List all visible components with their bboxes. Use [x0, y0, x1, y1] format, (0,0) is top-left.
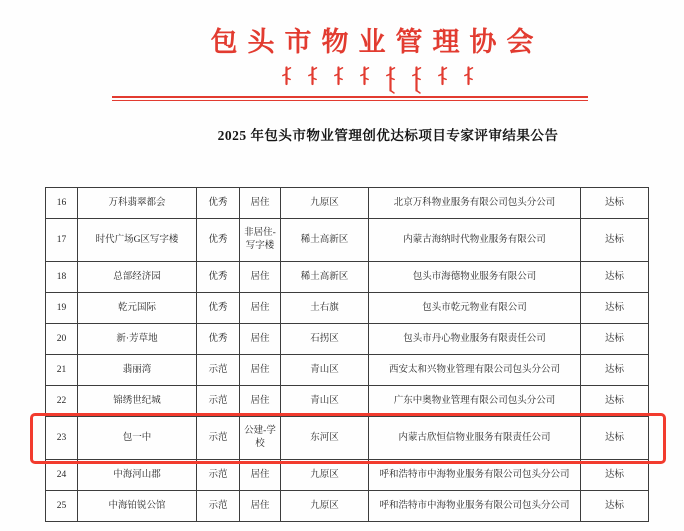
mongolian-script-glyph-icon [359, 66, 370, 86]
table-row [46, 491, 649, 522]
cell-project-type: 公建-学校 [240, 417, 281, 460]
cell-grade: 示范 [197, 460, 240, 491]
cell-company: 包头市乾元物业有限公司 [369, 293, 581, 324]
table-row [46, 460, 649, 491]
cell-project-name: 总部经济园 [78, 262, 197, 293]
cell-row-number: 23 [46, 417, 78, 460]
cell-company: 内蒙古海纳时代物业服务有限公司 [369, 219, 581, 262]
cell-result: 达标 [581, 293, 649, 324]
cell-project-name: 锦绣世纪城 [78, 386, 197, 417]
table-row [46, 219, 649, 262]
cell-grade: 示范 [197, 417, 240, 460]
results-table-body [46, 188, 649, 522]
cell-project-name: 时代广场G区写字楼 [78, 219, 197, 262]
cell-row-number: 25 [46, 491, 78, 522]
cell-company: 呼和浩特市中海物业服务有限公司包头分公司 [369, 491, 581, 522]
cell-result: 达标 [581, 386, 649, 417]
cell-project-type: 居住 [240, 355, 281, 386]
cell-grade: 优秀 [197, 324, 240, 355]
cell-row-number: 19 [46, 293, 78, 324]
table-row [46, 262, 649, 293]
mongolian-script-row [65, 66, 684, 96]
cell-project-name: 乾元国际 [78, 293, 197, 324]
cell-project-type: 居住 [240, 460, 281, 491]
cell-company: 西安太和兴物业管理有限公司包头分公司 [369, 355, 581, 386]
mongolian-script-glyph-icon [385, 66, 396, 94]
cell-company: 呼和浩特市中海物业服务有限公司包头分公司 [369, 460, 581, 491]
cell-project-name: 中海河山郡 [78, 460, 197, 491]
table-row [46, 355, 649, 386]
table-row [46, 324, 649, 355]
cell-grade: 优秀 [197, 219, 240, 262]
mongolian-script-glyph-icon [437, 66, 448, 86]
cell-row-number: 20 [46, 324, 78, 355]
cell-district: 稀土高新区 [281, 219, 369, 262]
mongolian-script-glyph-icon [333, 66, 344, 86]
cell-grade: 优秀 [197, 262, 240, 293]
cell-project-name: 新·芳草地 [78, 324, 197, 355]
cell-company: 广东中奥物业管理有限公司包头分公司 [369, 386, 581, 417]
cell-company: 内蒙古欣恒信物业服务有限责任公司 [369, 417, 581, 460]
cell-result: 达标 [581, 417, 649, 460]
cell-project-name: 中海铂锐公馆 [78, 491, 197, 522]
cell-project-name: 万科翡翠都会 [78, 188, 197, 219]
cell-result: 达标 [581, 355, 649, 386]
cell-company: 包头市丹心物业服务有限责任公司 [369, 324, 581, 355]
cell-grade: 示范 [197, 386, 240, 417]
cell-project-type: 居住 [240, 262, 281, 293]
mongolian-script-glyph-icon [411, 66, 422, 94]
cell-row-number: 24 [46, 460, 78, 491]
cell-district: 东河区 [281, 417, 369, 460]
document-title: 2025 年包头市物业管理创优达标项目专家评审结果公告 [217, 128, 559, 143]
mongolian-script-glyph-icon [463, 66, 474, 86]
cell-district: 九原区 [281, 460, 369, 491]
table-wrapper [45, 187, 648, 522]
cell-company: 包头市海德物业服务有限公司 [369, 262, 581, 293]
cell-result: 达标 [581, 460, 649, 491]
cell-row-number: 22 [46, 386, 78, 417]
table-row [46, 386, 649, 417]
letterhead-divider [112, 96, 588, 101]
cell-project-type: 居住 [240, 324, 281, 355]
cell-row-number: 17 [46, 219, 78, 262]
results-table [45, 187, 649, 522]
cell-district: 土右旗 [281, 293, 369, 324]
cell-project-type: 居住 [240, 188, 281, 219]
cell-district: 九原区 [281, 188, 369, 219]
table-row [46, 293, 649, 324]
cell-grade: 示范 [197, 491, 240, 522]
cell-result: 达标 [581, 188, 649, 219]
table-row [46, 417, 649, 460]
cell-district: 稀土高新区 [281, 262, 369, 293]
cell-district: 青山区 [281, 386, 369, 417]
cell-grade: 优秀 [197, 293, 240, 324]
cell-company: 北京万科物业服务有限公司包头分公司 [369, 188, 581, 219]
cell-result: 达标 [581, 219, 649, 262]
cell-project-type: 非居住-写字楼 [240, 219, 281, 262]
cell-district: 九原区 [281, 491, 369, 522]
cell-row-number: 21 [46, 355, 78, 386]
cell-project-type: 居住 [240, 386, 281, 417]
cell-row-number: 16 [46, 188, 78, 219]
cell-project-name: 翡丽湾 [78, 355, 197, 386]
cell-project-type: 居住 [240, 491, 281, 522]
mongolian-script-glyph-icon [281, 66, 292, 86]
cell-result: 达标 [581, 324, 649, 355]
cell-row-number: 18 [46, 262, 78, 293]
cell-result: 达标 [581, 491, 649, 522]
cell-project-type: 居住 [240, 293, 281, 324]
cell-grade: 示范 [197, 355, 240, 386]
cell-result: 达标 [581, 262, 649, 293]
cell-district: 青山区 [281, 355, 369, 386]
cell-grade: 优秀 [197, 188, 240, 219]
cell-district: 石拐区 [281, 324, 369, 355]
mongolian-script-glyph-icon [307, 66, 318, 86]
cell-project-name: 包一中 [78, 417, 197, 460]
organization-title: 包头市物业管理协会 [210, 27, 544, 57]
table-row [46, 188, 649, 219]
